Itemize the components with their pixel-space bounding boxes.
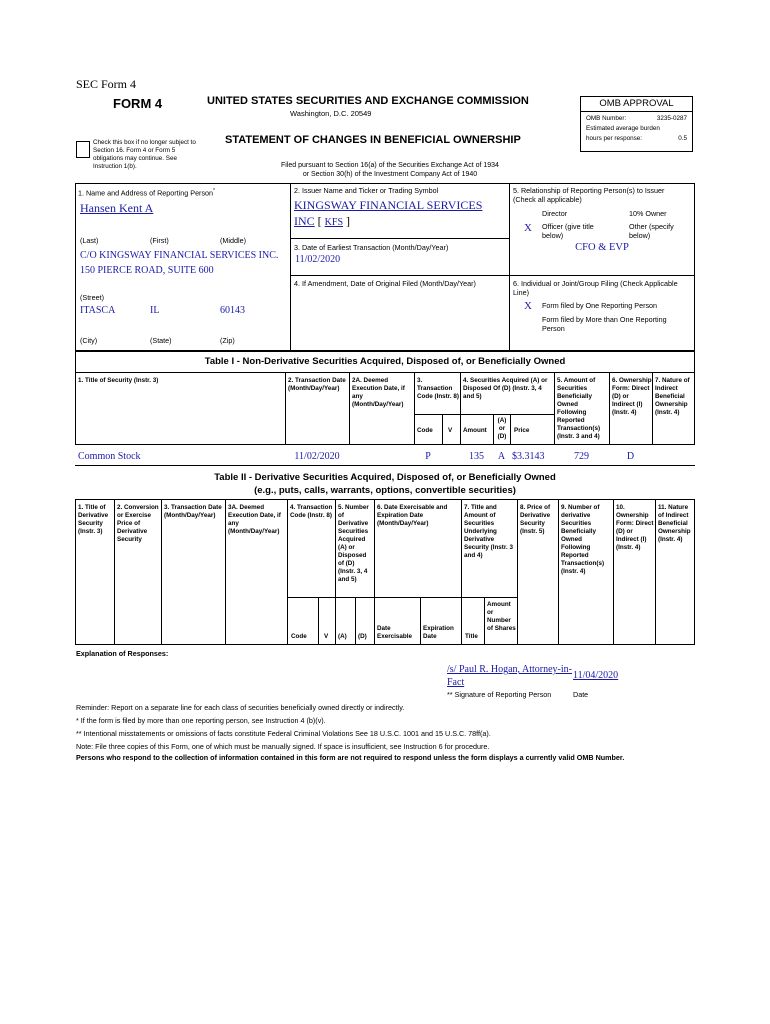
first-label: (First) bbox=[150, 236, 169, 245]
issuer-name[interactable]: KINGSWAY FINANCIAL SERVICES INC bbox=[294, 198, 483, 228]
box5-label bbox=[513, 186, 691, 204]
omb-approval-box bbox=[580, 96, 693, 152]
t2-h8: 8. Price of Derivative Security (Instr. 5) bbox=[520, 504, 551, 535]
grid-divider-2 bbox=[509, 183, 510, 351]
box2-label: 2. Issuer Name and Ticker or Trading Symbol bbox=[294, 186, 439, 195]
omb-burden-label: Estimated average burden bbox=[586, 125, 660, 132]
omb-number-row bbox=[581, 112, 692, 123]
form-title: FORM 4 bbox=[113, 96, 163, 111]
t1-price-label: Price bbox=[514, 427, 530, 434]
city-label: (City) bbox=[80, 336, 98, 345]
t2-expiration-label: Expiration Date bbox=[423, 625, 454, 640]
box1-asterisk: * bbox=[213, 188, 215, 194]
issuer-block bbox=[294, 197, 504, 231]
table1-title-rule bbox=[75, 372, 695, 373]
zip-value: 60143 bbox=[220, 305, 245, 316]
filed-line-2: or Section 30(h) of the Investment Company Act of 1940 bbox=[302, 171, 478, 178]
box4-label: 4. If Amendment, Date of Original Filed (Month/Day/Year) bbox=[294, 279, 476, 288]
t2-v-label: V bbox=[324, 633, 329, 640]
box5-label-text: 5. Relationship of Reporting Person(s) to Issuer bbox=[513, 186, 665, 195]
t2-h9: 9. Number of derivative Securities Beneficially Owned Following Reported Transaction(s) (Instr. 4) bbox=[561, 504, 605, 575]
table1-title: Table I - Non-Derivative Securities Acquired, Disposed of, or Beneficially Owned bbox=[204, 356, 566, 367]
t1-row-code: P bbox=[425, 451, 431, 462]
box1-label bbox=[78, 187, 215, 197]
signature-date: 11/04/2020 bbox=[573, 670, 619, 681]
t1-row-owned: 729 bbox=[574, 451, 589, 462]
filed-line-1: Filed pursuant to Section 16(a) of the Securities Exchange Act of 1934 bbox=[281, 162, 499, 169]
one-person-label: Form filed by One Reporting Person bbox=[542, 301, 658, 310]
t1-h2: 2. Transaction Date (Month/Day/Year) bbox=[288, 377, 346, 392]
t2-h4: 4. Transaction Code (Instr. 8) bbox=[290, 504, 333, 519]
address-line-1: C/O KINGSWAY FINANCIAL SERVICES INC. bbox=[80, 250, 279, 261]
t2-col-1 bbox=[114, 499, 115, 645]
t1-h5: 5. Amount of Securities Beneficially Owned Following Reported Transaction(s) (Instr. 3 and 4) bbox=[557, 377, 601, 440]
t2-h5: 5. Number of Derivative Securities Acquired (A) or Disposed of (D) (Instr. 3, 4 and 5) bbox=[338, 504, 369, 583]
t2-date-exercisable-label: Date Exercisable bbox=[377, 625, 413, 640]
address-line-2: 150 PIERCE ROAD, SUITE 600 bbox=[80, 265, 214, 276]
t2-h7: 7. Title and Amount of Securities Underlying Derivative Security (Instr. 3 and 4) bbox=[464, 504, 513, 559]
t2-col-5 bbox=[335, 499, 336, 645]
t1-col-1 bbox=[285, 372, 286, 445]
city-value: ITASCA bbox=[80, 305, 116, 316]
ticker-symbol[interactable]: KFS bbox=[324, 217, 344, 228]
t1-h1: 1. Title of Security (Instr. 3) bbox=[78, 377, 159, 384]
checkbox-instruction: Check this box if no longer subject to Section 16. Form 4 or Form 5 obligations may continue. See Instruction 1(b). bbox=[93, 139, 196, 170]
t1-col-5 bbox=[554, 372, 555, 445]
box6-label: 6. Individual or Joint/Group Filing (Check Applicable Line) bbox=[513, 279, 678, 297]
t1-h3: 3. Transaction Code (Instr. 8) bbox=[417, 377, 459, 400]
grid-hline-2 bbox=[290, 275, 695, 276]
ticker-open-bracket: [ bbox=[317, 214, 322, 228]
t2-col-8 bbox=[517, 499, 518, 645]
t2-h3a: 3A. Deemed Execution Date, if any (Month/Day/Year) bbox=[228, 504, 281, 535]
omb-title: OMB APPROVAL bbox=[581, 97, 692, 112]
signature-value[interactable]: /s/ Paul R. Hogan, Attorney-in-Fact bbox=[447, 664, 572, 688]
t1-col-2 bbox=[349, 372, 350, 445]
t2-h1: 1. Title of Derivative Security (Instr. 3) bbox=[78, 504, 109, 535]
t1-row-price: $3.3143 bbox=[512, 451, 545, 462]
t1-col-3b bbox=[442, 414, 443, 445]
t2-a-label: (A) bbox=[338, 633, 347, 640]
ticker-close-bracket: ] bbox=[346, 214, 351, 228]
ten-percent-owner-label: 10% Owner bbox=[629, 209, 667, 218]
t2-amount-shares-label: Amount or Number of Shares bbox=[487, 601, 516, 632]
commission-title: UNITED STATES SECURITIES AND EXCHANGE COMMISSION bbox=[207, 95, 529, 107]
table2-title-line-1: Table II - Derivative Securities Acquired, Disposed of, or Beneficially Owned bbox=[214, 472, 556, 483]
officer-check-mark[interactable]: X bbox=[524, 222, 532, 234]
state-label: (State) bbox=[150, 336, 172, 345]
t1-col-3 bbox=[414, 372, 415, 445]
more-persons-label: Form filed by More than One Reporting Person bbox=[542, 315, 667, 333]
t2-col-5b bbox=[355, 597, 356, 645]
t1-row-rule bbox=[75, 465, 695, 466]
criminal-violations-note: ** Intentional misstatements or omissions of facts constitute Federal Criminal Violations See 18 U.S.C. 1001 and 15 U.S.C. 78ff(a). bbox=[76, 729, 491, 738]
t2-col-11 bbox=[655, 499, 656, 645]
t1-amount-label: Amount bbox=[463, 427, 487, 434]
table2-title-line-2: (e.g., puts, calls, warrants, options, convertible securities) bbox=[254, 485, 516, 496]
last-label: (Last) bbox=[80, 236, 99, 245]
t1-col-6 bbox=[609, 372, 610, 445]
t2-col-3 bbox=[225, 499, 226, 645]
t1-subheader-rule bbox=[414, 414, 554, 415]
t2-h10: 10. Ownership Form: Direct (D) or Indirect (I) (Instr. 4) bbox=[616, 504, 654, 551]
other-label: Other (specify below) bbox=[629, 222, 674, 240]
signature-label: ** Signature of Reporting Person bbox=[447, 690, 552, 699]
t1-v-label: V bbox=[448, 427, 453, 434]
middle-label: (Middle) bbox=[220, 236, 246, 245]
explanation-label: Explanation of Responses: bbox=[76, 649, 169, 658]
earliest-transaction-date: 11/02/2020 bbox=[295, 254, 341, 265]
signature-date-label: Date bbox=[573, 690, 589, 699]
grid-hline-1 bbox=[290, 238, 509, 239]
t1-h2a: 2A. Deemed Execution Date, if any (Month/Day/Year) bbox=[352, 377, 405, 408]
t2-h3: 3. Transaction Date (Month/Day/Year) bbox=[164, 504, 222, 519]
t2-col-7b bbox=[484, 597, 485, 645]
commission-location: Washington, D.C. 20549 bbox=[290, 109, 372, 118]
t2-col-6 bbox=[374, 499, 375, 645]
omb-hours-row bbox=[581, 133, 692, 143]
t1-h4: 4. Securities Acquired (A) or Disposed Of (D) (Instr. 3, 4 and 5) bbox=[463, 377, 548, 400]
t1-row-amount: 135 bbox=[469, 451, 484, 462]
omb-respond-note: Persons who respond to the collection of information contained in this form are not required to respond unless the form displays a currently valid OMB Number. bbox=[76, 753, 625, 762]
t2-d-label: (D) bbox=[358, 633, 367, 640]
director-label: Director bbox=[542, 209, 568, 218]
officer-label: Officer (give title below) bbox=[542, 222, 594, 240]
statement-title: STATEMENT OF CHANGES IN BENEFICIAL OWNERSHIP bbox=[225, 134, 521, 146]
table2-title bbox=[75, 471, 695, 497]
zip-label: (Zip) bbox=[220, 336, 235, 345]
t1-row-ad: A bbox=[497, 451, 506, 462]
reminder-note: Reminder: Report on a separate line for each class of securities beneficially owned directly or indirectly. bbox=[76, 703, 405, 712]
t2-col-6b bbox=[420, 597, 421, 645]
omb-hours-label: hours per response: bbox=[586, 135, 643, 142]
t2-col-2 bbox=[161, 499, 162, 645]
reporting-person-name[interactable]: Hansen Kent A bbox=[80, 201, 154, 215]
t2-col-9 bbox=[558, 499, 559, 645]
state-value: IL bbox=[150, 305, 160, 316]
omb-number-label: OMB Number: bbox=[586, 115, 627, 122]
no-longer-subject-checkbox[interactable] bbox=[76, 141, 90, 158]
box5-sub: (Check all applicable) bbox=[513, 195, 582, 204]
t2-col-10 bbox=[613, 499, 614, 645]
t1-row-form: D bbox=[626, 451, 635, 462]
t2-h2: 2. Conversion or Exercise Price of Derivative Security bbox=[117, 504, 159, 543]
t1-code-label: Code bbox=[417, 427, 433, 434]
box3-label: 3. Date of Earliest Transaction (Month/Day/Year) bbox=[294, 243, 449, 252]
t2-col-4 bbox=[287, 499, 288, 645]
t2-col-4b bbox=[318, 597, 319, 645]
street-label: (Street) bbox=[80, 293, 104, 302]
t2-subheader-rule bbox=[287, 597, 517, 598]
grid-divider-1 bbox=[290, 183, 291, 351]
omb-hours-value: 0.5 bbox=[678, 135, 687, 142]
t1-col-4c bbox=[510, 414, 511, 445]
t1-aord-label: (A) or (D) bbox=[497, 417, 507, 440]
filed-pursuant bbox=[250, 161, 530, 179]
t1-col-4 bbox=[460, 372, 461, 445]
t2-h11: 11. Nature of Indirect Beneficial Ownership (Instr. 4) bbox=[658, 504, 691, 543]
multiple-persons-note: * If the form is filed by more than one reporting person, see Instruction 4 (b)(v). bbox=[76, 716, 326, 725]
t1-row-security: Common Stock bbox=[78, 451, 141, 462]
three-copies-note: Note: File three copies of this Form, one of which must be manually signed. If space is insufficient, see Instruction 6 for procedure. bbox=[76, 742, 490, 751]
box1-label-text: 1. Name and Address of Reporting Person bbox=[78, 188, 214, 198]
t2-title-label: Title bbox=[465, 633, 478, 640]
t2-h6: 6. Date Exercisable and Expiration Date (Month/Day/Year) bbox=[377, 504, 448, 527]
t2-code-label: Code bbox=[291, 633, 307, 640]
omb-number-value: 3235-0287 bbox=[656, 115, 687, 122]
t1-col-7 bbox=[652, 372, 653, 445]
sec-form-label: SEC Form 4 bbox=[76, 77, 137, 91]
officer-title: CFO & EVP bbox=[575, 242, 629, 253]
t1-row-date: 11/02/2020 bbox=[294, 451, 340, 462]
filing-check-mark[interactable]: X bbox=[524, 300, 532, 312]
t1-h6: 6. Ownership Form: Direct (D) or Indirect (I) (Instr. 4) bbox=[612, 377, 652, 416]
t1-h7: 7. Nature of Indirect Beneficial Ownership (Instr. 4) bbox=[655, 377, 690, 416]
t2-col-7 bbox=[461, 499, 462, 645]
